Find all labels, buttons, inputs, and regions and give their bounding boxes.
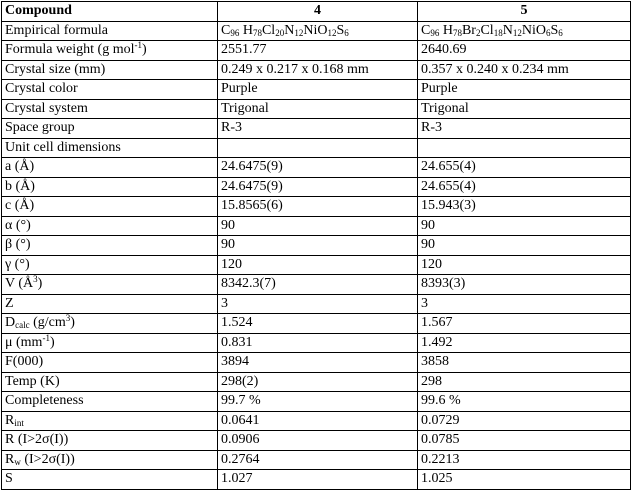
table-row — [2, 392, 631, 412]
value-4: Trigonal — [218, 99, 418, 119]
value-4: 15.8565(6) — [218, 197, 418, 217]
table-row — [2, 119, 631, 139]
value-4: 90 — [218, 236, 418, 256]
value-4: 0.0906 — [218, 431, 418, 451]
table-row — [2, 60, 631, 80]
value-4: 1.524 — [218, 314, 418, 334]
table-row — [2, 158, 631, 178]
value-5: 0.0785 — [418, 431, 631, 451]
value-5: 90 — [418, 216, 631, 236]
row-label-volume: V $(Å^3)$ — [2, 275, 218, 295]
value-4: 298(2) — [218, 372, 418, 392]
table-row — [2, 236, 631, 256]
table-row — [2, 314, 631, 334]
row-label: Unit cell dimensions — [2, 138, 218, 158]
value-4: 24.6475(9) — [218, 177, 418, 197]
table-row — [2, 99, 631, 119]
value-5: 24.655(4) — [418, 177, 631, 197]
value-5: 2640.69 — [418, 41, 631, 61]
row-label: F(000) — [2, 353, 218, 373]
crystal-data-table — [1, 1, 631, 490]
value-4: 24.6475(9) — [218, 158, 418, 178]
value-5: 0.2213 — [418, 450, 631, 470]
value-5: Purple — [418, 80, 631, 100]
table-row — [2, 21, 631, 41]
row-label: β (°) — [2, 236, 218, 256]
value-4: Purple — [218, 80, 418, 100]
value-5: 15.943(3) — [418, 197, 631, 217]
table-row — [2, 275, 631, 295]
row-label: Space group — [2, 119, 218, 139]
value-4: 0.249 x 0.217 x 0.168 mm — [218, 60, 418, 80]
value-4: 0.0641 — [218, 411, 418, 431]
value-4: 90 — [218, 216, 418, 236]
value-5: 0.0729 — [418, 411, 631, 431]
value-4: 99.7 % — [218, 392, 418, 412]
value-5: 24.655(4) — [418, 158, 631, 178]
table-row — [2, 372, 631, 392]
value-5: 99.6 % — [418, 392, 631, 412]
value-4: 0.2764 — [218, 450, 418, 470]
header-compound-4: 4 — [218, 2, 418, 22]
table-row — [2, 41, 631, 61]
table-row — [2, 470, 631, 490]
row-label-r: R (I>2σ(I)) — [2, 431, 218, 451]
value-5: 3858 — [418, 353, 631, 373]
table-row — [2, 177, 631, 197]
row-label: Temp (K) — [2, 372, 218, 392]
value-4: 1.027 — [218, 470, 418, 490]
value-5: 120 — [418, 255, 631, 275]
value-4 — [218, 138, 418, 158]
value-5: 0.357 x 0.240 x 0.234 mm — [418, 60, 631, 80]
row-label: Crystal color — [2, 80, 218, 100]
row-label-dcalc: $D_{calc}$ $(g/cm^3)$ — [2, 314, 218, 334]
table-row — [2, 411, 631, 431]
row-label: a (Å) — [2, 158, 218, 178]
header-compound: Compound — [2, 2, 218, 22]
row-label: c (Å) — [2, 197, 218, 217]
row-label: S — [2, 470, 218, 490]
table-row — [2, 333, 631, 353]
table-row — [2, 353, 631, 373]
table-row — [2, 431, 631, 451]
value-5 — [418, 138, 631, 158]
row-label: Z — [2, 294, 218, 314]
formula-5: $C_{96}$ $H_{78}Br_2Cl_{18}N_{12}NiO_6S_6$ — [418, 21, 631, 41]
value-5: 1.567 — [418, 314, 631, 334]
value-4: 0.831 — [218, 333, 418, 353]
value-5: 90 — [418, 236, 631, 256]
value-5: Trigonal — [418, 99, 631, 119]
row-label-rw: $R_w$ (I>2σ(I)) — [2, 450, 218, 470]
row-label-formula-weight: Formula weight (g mol$^{-1}$) — [2, 41, 218, 61]
table-row — [2, 216, 631, 236]
table-row — [2, 294, 631, 314]
table-row — [2, 80, 631, 100]
value-4: 3894 — [218, 353, 418, 373]
row-label: α (°) — [2, 216, 218, 236]
value-4: 2551.77 — [218, 41, 418, 61]
value-4: 3 — [218, 294, 418, 314]
row-label: Empirical formula — [2, 21, 218, 41]
header-compound-5: 5 — [418, 2, 631, 22]
table-row — [2, 255, 631, 275]
value-5: R-3 — [418, 119, 631, 139]
value-4: 120 — [218, 255, 418, 275]
value-5: 3 — [418, 294, 631, 314]
value-4: 8342.3(7) — [218, 275, 418, 295]
row-label: γ (°) — [2, 255, 218, 275]
table-row — [2, 450, 631, 470]
value-5: 298 — [418, 372, 631, 392]
value-4: R-3 — [218, 119, 418, 139]
table-header-row — [2, 2, 631, 22]
table-row — [2, 138, 631, 158]
row-label: Crystal system — [2, 99, 218, 119]
value-5: 1.025 — [418, 470, 631, 490]
row-label: Completeness — [2, 392, 218, 412]
value-5: 8393(3) — [418, 275, 631, 295]
formula-4: $C_{96}$ $H_{78}Cl_{20}N_{12}NiO_{12}S_6$ — [218, 21, 418, 41]
row-label: Crystal size (mm) — [2, 60, 218, 80]
row-label: b (Å) — [2, 177, 218, 197]
row-label-rint: $R_{int}$ — [2, 411, 218, 431]
value-5: 1.492 — [418, 333, 631, 353]
row-label-mu: μ $(mm^{-1})$ — [2, 333, 218, 353]
table-row — [2, 197, 631, 217]
